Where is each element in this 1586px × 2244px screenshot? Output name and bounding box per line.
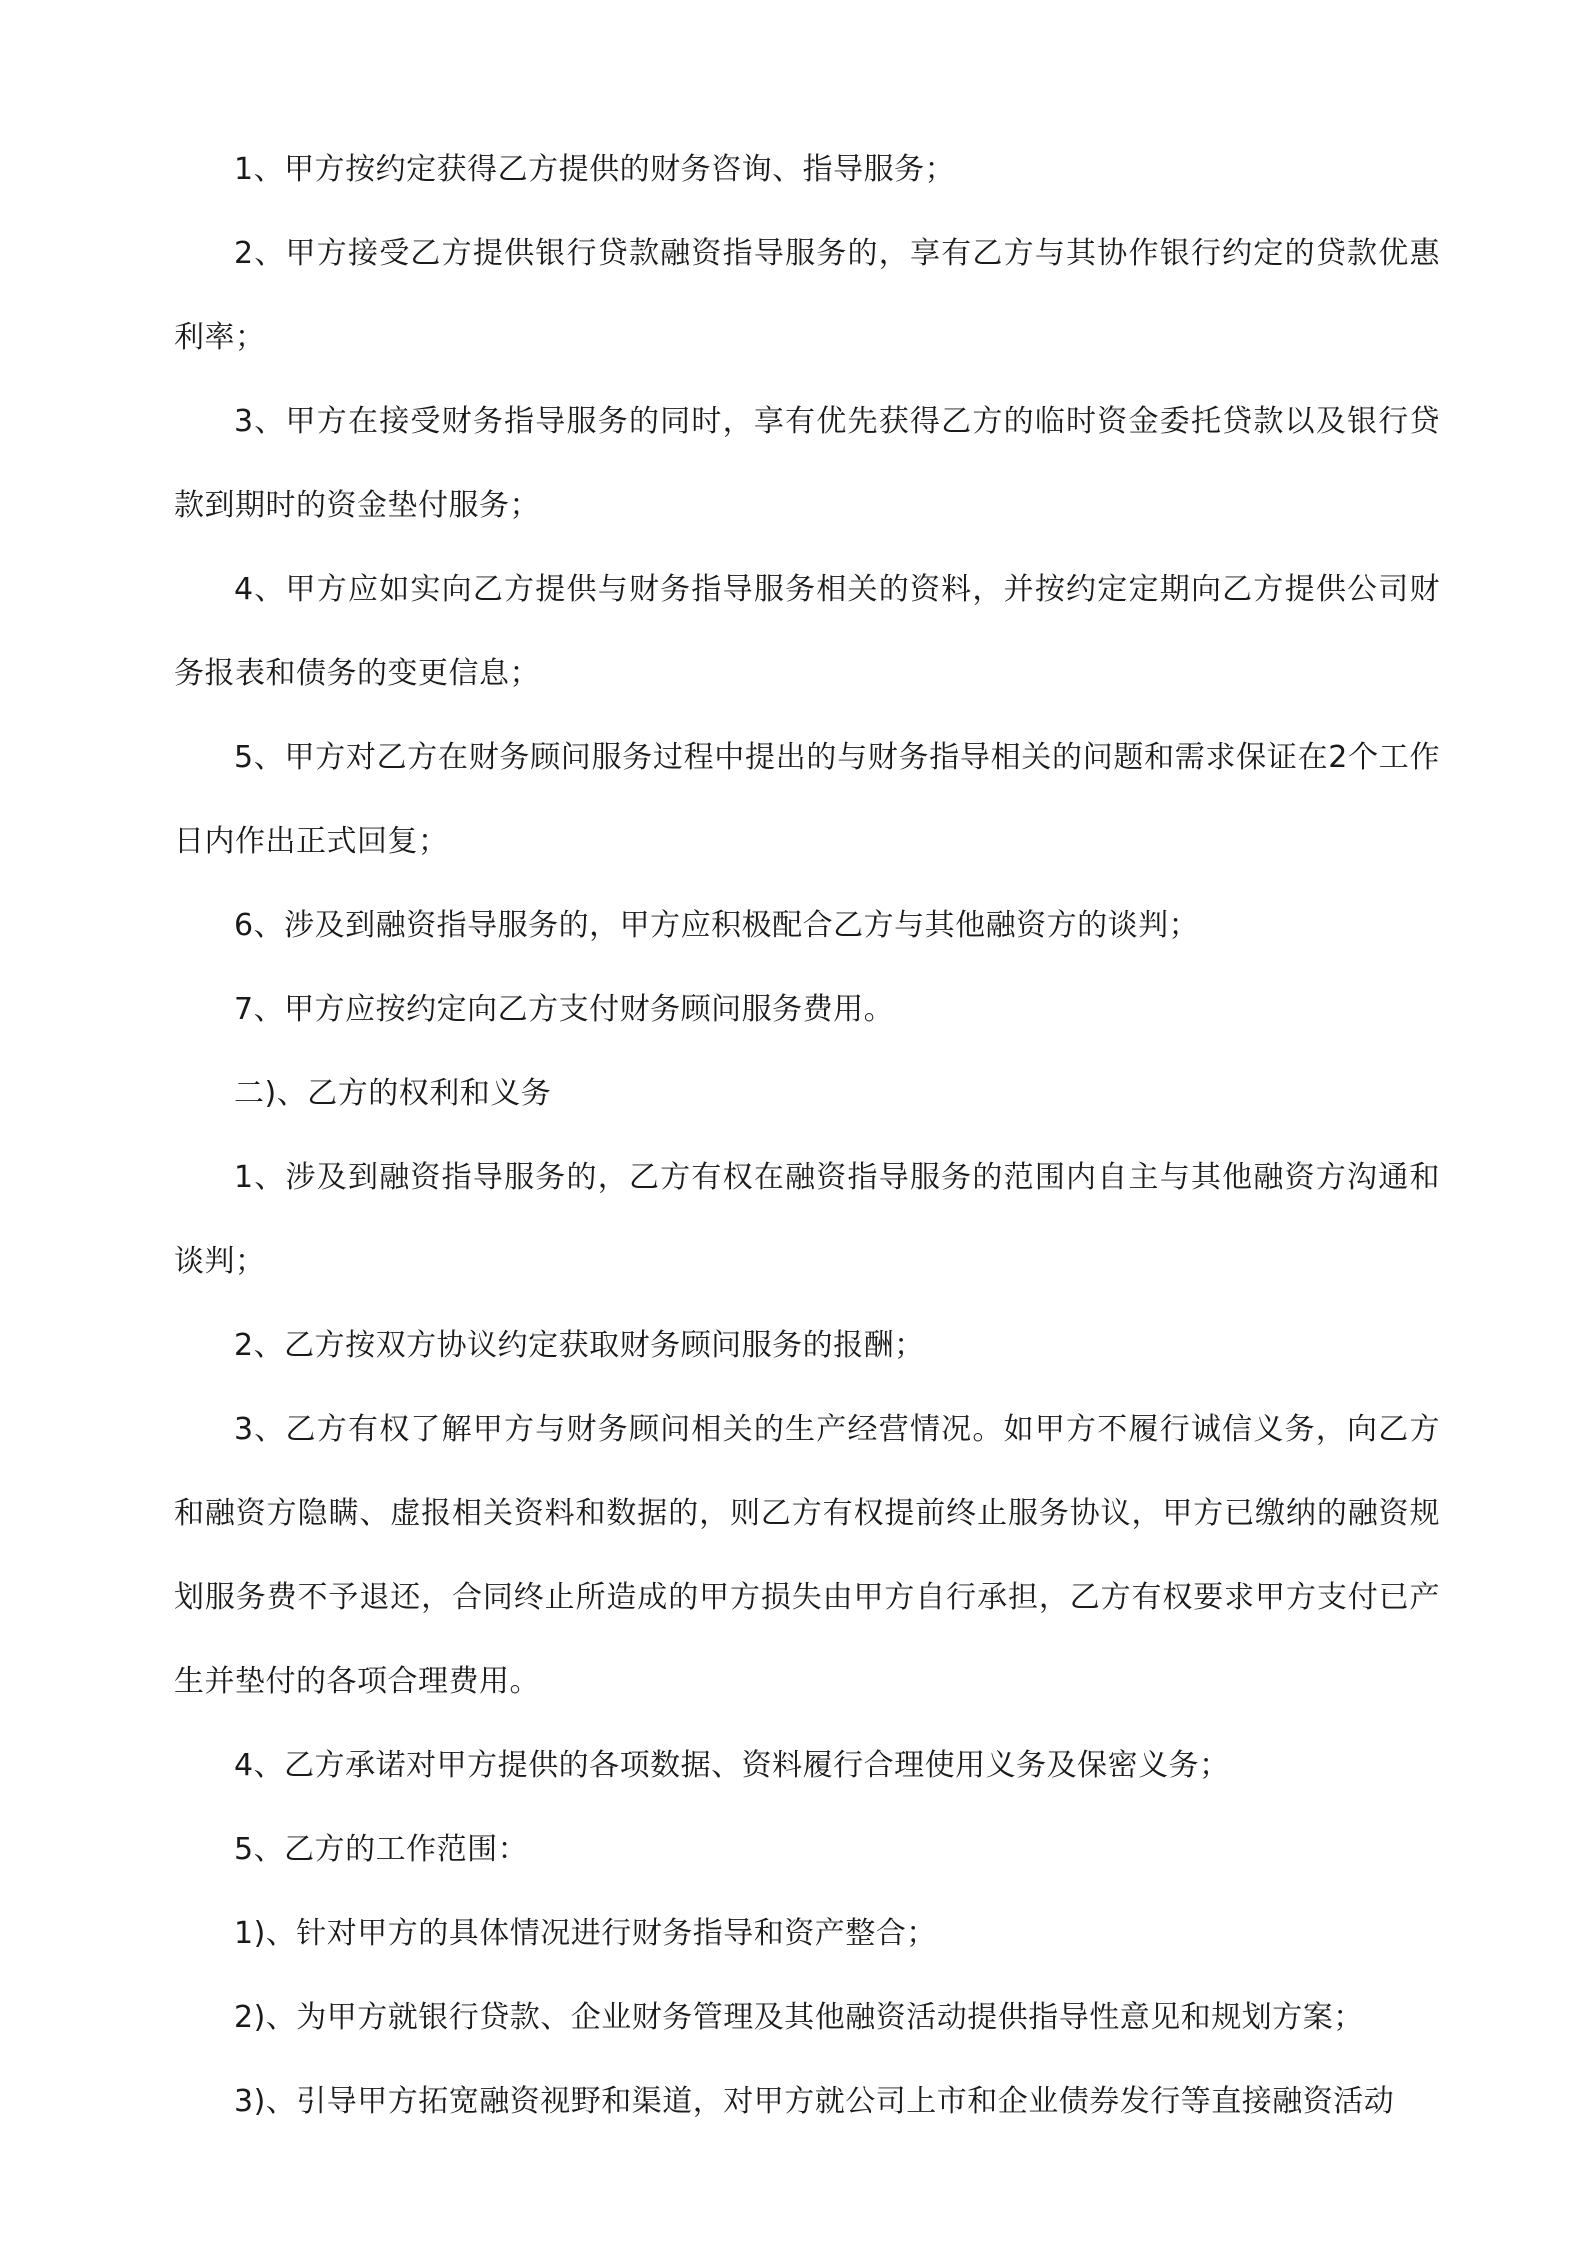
document-body (174, 128, 1440, 2144)
paragraph-party-b-4: 4、乙方承诺对甲方提供的各项数据、资料履行合理使用义务及保密义务； (234, 1748, 1230, 1783)
paragraph-party-b-2: 2、乙方按双方协议约定获取财务顾问服务的报酬； (234, 1328, 925, 1363)
paragraph-party-a-1: 1、甲方按约定获得乙方提供的财务咨询、指导服务； (234, 152, 956, 187)
paragraph-party-a-3: 3、甲方在接受财务指导服务的同时，享有优先获得乙方的临时资金委托贷款以及银行贷款到期时的资金垫付服务； (174, 404, 1440, 523)
paragraph-party-b-1: 1、涉及到融资指导服务的，乙方有权在融资指导服务的范围内自主与其他融资方沟通和谈判； (174, 1160, 1440, 1279)
paragraph-party-a-6: 6、涉及到融资指导服务的，甲方应积极配合乙方与其他融资方的谈判； (234, 908, 1200, 943)
paragraph-scope-2: 2)、为甲方就银行贷款、企业财务管理及其他融资活动提供指导性意见和规划方案； (234, 2000, 1364, 2035)
paragraph-party-b-5: 5、乙方的工作范围： (234, 1832, 529, 1867)
paragraph-scope-3: 3)、引导甲方拓宽融资视野和渠道，对甲方就公司上市和企业债券发行等直接融资活动 (234, 2084, 1395, 2119)
paragraph-party-a-2: 2、甲方接受乙方提供银行贷款融资指导服务的，享有乙方与其协作银行约定的贷款优惠利率； (174, 236, 1440, 355)
paragraph-scope-1: 1)、针对甲方的具体情况进行财务指导和资产整合； (234, 1916, 937, 1951)
paragraph-party-a-4: 4、甲方应如实向乙方提供与财务指导服务相关的资料，并按约定定期向乙方提供公司财务报表和债务的变更信息； (174, 572, 1440, 691)
paragraph-party-b-3: 3、乙方有权了解甲方与财务顾问相关的生产经营情况。如甲方不履行诚信义务，向乙方和融资方隐瞒、虚报相关资料和数据的，则乙方有权提前终止服务协议，甲方已缴纳的融资规划服务费不予退还，合同终止所造成的甲方损失由甲方自行承担，乙方有权要求甲方支付已产生并垫付的各项合理费用。 (174, 1412, 1440, 1699)
paragraph-party-a-7: 7、甲方应按约定向乙方支付财务顾问服务费用。 (234, 992, 895, 1027)
section-heading-party-b: 二)、乙方的权利和义务 (234, 1076, 552, 1111)
paragraph-party-a-5: 5、甲方对乙方在财务顾问服务过程中提出的与财务指导相关的问题和需求保证在2个工作日内作出正式回复； (174, 740, 1440, 859)
